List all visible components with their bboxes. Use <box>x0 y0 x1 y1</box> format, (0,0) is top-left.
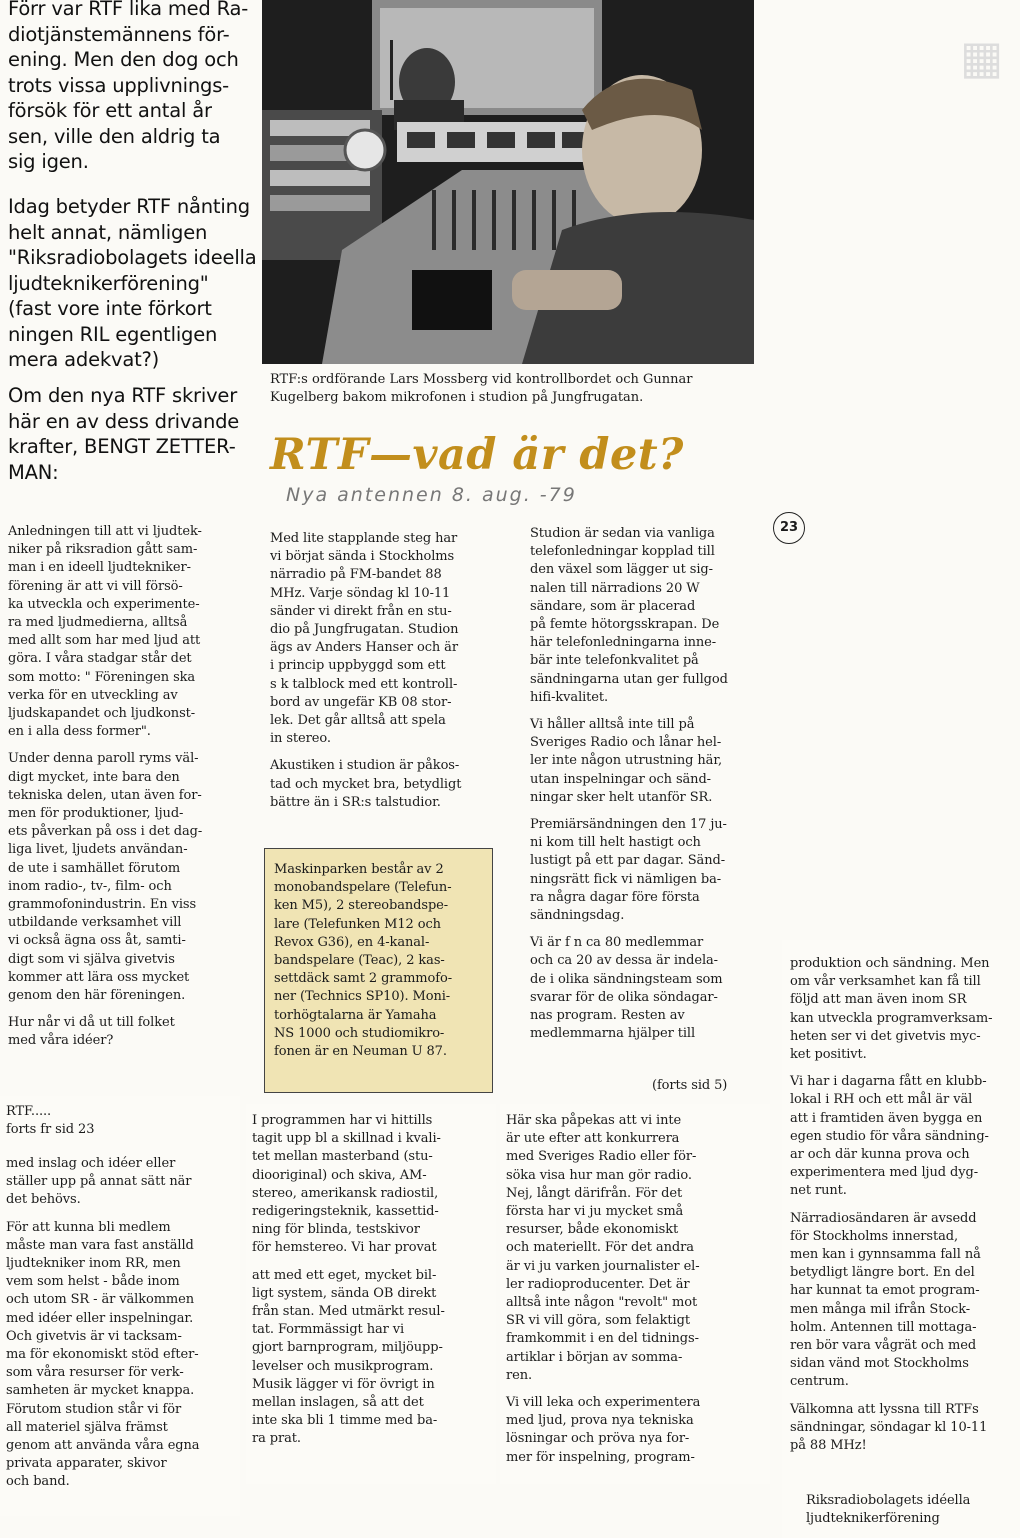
text-line: sidan vänd mot Stockholms <box>790 1356 969 1372</box>
text-line: med ljud, prova nya tekniska <box>506 1413 694 1429</box>
text-line: Med lite stapplande steg har <box>270 531 458 546</box>
text-line: med våra idéer? <box>8 1033 114 1049</box>
text-line: Sveriges Radio och lånar hel- <box>530 735 722 751</box>
text-line: men många mil ifrån Stock- <box>790 1301 971 1317</box>
text-line: i princip uppbyggd som ett <box>270 658 446 674</box>
text-line: stereo, amerikansk radiostil, <box>252 1185 439 1201</box>
text-line: ra med ljudmedierna, alltså <box>8 615 188 631</box>
text-line: ställer upp på annat sätt när <box>6 1174 192 1190</box>
text-line: ljudteknikerförening" <box>8 271 209 295</box>
text-line: grammofonindustrin. En viss <box>8 897 197 913</box>
text-line: För att kunna bli medlem <box>6 1219 171 1235</box>
paragraph <box>530 525 728 707</box>
text-line: med allt som har med ljud att <box>8 633 201 649</box>
paragraph <box>790 1073 992 1200</box>
text-line: ar och där kunna prova och <box>790 1147 970 1163</box>
text-line: (fast vore inte förkort <box>8 297 212 320</box>
text-line: alltså inte någon "revolt" mot <box>506 1295 698 1311</box>
text-line: ägs av Anders Hanser och är <box>270 640 458 656</box>
text-line: Närradiosändaren är avsedd <box>790 1210 977 1226</box>
paragraph <box>506 1112 700 1385</box>
paragraph <box>252 1112 445 1258</box>
text-line: RTF:s ordförande Lars Mossberg vid kontrollbordet och Gunnar <box>270 372 693 387</box>
text-line: som våra resurser för verk- <box>6 1365 184 1381</box>
text-line: vi börjat sända i Stockholms <box>270 549 455 565</box>
paragraph <box>8 523 202 741</box>
print-through-mark: ▦ <box>960 30 1004 84</box>
text-line: och band. <box>6 1474 70 1490</box>
text-line: ner (Technics SP10). Moni- <box>274 989 451 1005</box>
text-line: ra några dagar före första <box>530 889 700 905</box>
text-line: ka utveckla och experimente- <box>8 596 200 612</box>
text-line: inom radio-, tv-, film- och <box>8 878 172 894</box>
text-line: gjort barnprogram, miljöupp- <box>252 1340 443 1356</box>
text-line: följd att man även inom SR <box>790 992 967 1008</box>
text-line: man i en ideell ljudtekniker- <box>8 560 191 576</box>
text-line: den växel som lägger ut sig- <box>530 562 713 578</box>
text-line: digt mycket, inte bara den <box>8 769 180 785</box>
text-line: nalen till närradions 20 W <box>530 580 700 596</box>
text-line: ningar sker helt utanför SR. <box>530 789 713 805</box>
text-line: ni kom till helt hastigt och <box>530 835 701 851</box>
text-line: sen, ville den aldrig ta <box>8 124 221 148</box>
text-line: genom att använda våra egna <box>6 1438 200 1454</box>
text-line: här en av dess drivande <box>8 409 240 433</box>
text-line: NS 1000 och studiomikro- <box>274 1025 445 1041</box>
text-line: bättre än i SR:s talstudior. <box>270 794 441 810</box>
text-line: med Sveriges Radio eller för- <box>506 1149 697 1165</box>
text-line: resurser, både ekonomiskt <box>506 1222 679 1238</box>
text-line: Maskinparken består av 2 <box>274 862 444 877</box>
text-line: ren. <box>506 1367 533 1383</box>
text-line: sig igen. <box>8 150 89 173</box>
text-line: tet mellan masterband (stu- <box>252 1149 433 1165</box>
text-line: lokal i RH och ett mål är väl <box>790 1092 973 1108</box>
text-line: och materiellt. För det andra <box>506 1240 694 1256</box>
paragraph <box>530 934 728 1043</box>
text-line: produktion och sändning. Men <box>790 956 990 971</box>
headline: RTF—vad är det? <box>270 430 684 480</box>
intro-paragraph-2 <box>8 194 257 373</box>
text-line: digt som vi själva givetvis <box>8 951 175 967</box>
equipment-box <box>264 848 493 1093</box>
paragraph <box>6 1155 199 1210</box>
text-line: ler inte någon utrustning här, <box>530 753 723 769</box>
text-line: med idéer eller inspelningar. <box>6 1310 194 1326</box>
text-line: Revox G36), en 4-kanal- <box>274 934 430 950</box>
text-line: tat. Formmässigt har vi <box>252 1322 405 1338</box>
text-line: ler radioproducenter. Det är <box>506 1276 690 1292</box>
text-line: för Stockholms innerstad, <box>790 1228 958 1244</box>
text-line: mer för inspelning, program- <box>506 1449 695 1465</box>
text-line: trots vissa upplivnings- <box>8 73 229 97</box>
text-line: det behövs. <box>6 1192 81 1208</box>
text-line: betydligt längre bort. En del <box>790 1265 975 1281</box>
article-column-2 <box>270 530 461 821</box>
text-line: måste man vara fast anställd <box>6 1237 194 1253</box>
paragraph <box>270 530 461 748</box>
text-line: bär inte telefonkvalitet på <box>530 653 699 669</box>
text-line: är ute efter att konkurrera <box>506 1131 680 1147</box>
text-line: s k talblock med ett kontroll- <box>270 676 458 692</box>
text-line: här telefonledningarna inne- <box>530 635 717 651</box>
text-line: dio på Jungfrugatan. Studion <box>270 622 459 638</box>
text-line: privata apparater, skivor <box>6 1456 167 1472</box>
text-line: är vi ju varken journalister el- <box>506 1258 700 1274</box>
text-line: Vi håller alltså inte till på <box>530 717 695 733</box>
text-line: nas program. Resten av <box>530 1008 685 1024</box>
text-line: Akustiken i studion är påkos- <box>270 758 460 774</box>
text-line: förening är att vi vill försö- <box>8 578 183 594</box>
paragraph <box>530 716 728 807</box>
text-line: Musik lägger vi för övrigt in <box>252 1376 435 1392</box>
text-line: krafter, BENGT ZETTER- <box>8 435 236 458</box>
text-line: centrum. <box>790 1374 849 1390</box>
text-line: MAN: <box>8 460 59 484</box>
text-line: redigeringsteknik, kassettid- <box>252 1204 439 1220</box>
text-line: Vi vill leka och experimentera <box>506 1395 701 1411</box>
text-line: för hemstereo. Vi har provat <box>252 1240 437 1256</box>
text-line: om vår verksamhet kan få till <box>790 974 981 990</box>
text-line: sändningsdag. <box>530 908 625 924</box>
text-line: sändningar, söndagar kl 10-11 <box>790 1419 988 1435</box>
text-line: diotjänstemännens för- <box>8 22 230 46</box>
text-line: experimentera med ljud dyg- <box>790 1165 978 1181</box>
text-line: Premiärsändningen den 17 ju- <box>530 817 727 833</box>
text-line: hifi-kvalitet. <box>530 689 609 705</box>
text-line: in stereo. <box>270 731 331 747</box>
text-line: Anledningen till att vi ljudtek- <box>8 524 202 539</box>
text-line: tekniska delen, utan även for- <box>8 787 202 803</box>
intro-paragraph-1 <box>8 0 248 175</box>
text-line: sändningarna utan ger fullgod <box>530 671 728 687</box>
text-line: som motto: " Föreningen ska <box>8 669 196 685</box>
text-line: telefonledningar kopplad till <box>530 544 715 560</box>
text-line: ljudskapandet och ljudkonst- <box>8 706 196 722</box>
text-line: att med ett eget, mycket bil- <box>252 1267 437 1283</box>
text-line: ets påverkan på oss i det dag- <box>8 824 203 840</box>
text-line: I programmen har vi hittills <box>252 1113 433 1128</box>
text-line: på femte hötorgsskrapan. De <box>530 617 720 633</box>
text-line: ken M5), 2 stereobandspe- <box>274 898 449 914</box>
text-line: Och givetvis är vi tacksam- <box>6 1328 182 1344</box>
text-line: utbildande verksamhet vill <box>8 915 182 931</box>
text-line: Vi har i dagarna fått en klubb- <box>790 1074 987 1090</box>
article-column-3 <box>530 525 728 1052</box>
text-line: första har vi ju mycket små <box>506 1204 684 1220</box>
text-line: Hur når vi då ut till folket <box>8 1015 175 1031</box>
text-line: diooriginal) och skiva, AM- <box>252 1167 427 1183</box>
text-line: de ute i samhället förutom <box>8 860 181 876</box>
text-line: har kunnat ta emot program- <box>790 1283 980 1299</box>
text-line: lek. Det går alltså att spela <box>270 713 446 729</box>
handwritten-note: Nya antennen 8. aug. -79 <box>286 484 577 506</box>
signature <box>806 1492 970 1528</box>
paragraph <box>6 1219 199 1492</box>
paragraph <box>252 1267 445 1449</box>
text-line: artiklar i början av somma- <box>506 1349 683 1365</box>
text-line: samheten är mycket knappa. <box>6 1383 195 1399</box>
text-line: mera adekvat?) <box>8 348 160 371</box>
paragraph <box>270 757 461 812</box>
paragraph <box>790 1401 992 1456</box>
continuation-header <box>6 1103 94 1139</box>
text-line: inte ska bli 1 timme med ba- <box>252 1413 438 1429</box>
text-line: på 88 MHz! <box>790 1438 867 1454</box>
text-line: Om den nya RTF skriver <box>8 384 238 407</box>
text-line: ningen RIL egentligen <box>8 322 218 346</box>
text-line: mellan inslagen, så att det <box>252 1395 424 1411</box>
text-line: medlemmarna hjälper till <box>530 1026 696 1042</box>
text-line: Studion är sedan via vanliga <box>530 526 715 541</box>
continuation-column-2 <box>252 1112 445 1458</box>
text-line: vem som helst - både inom <box>6 1274 180 1290</box>
text-line: genom den här föreningen. <box>8 988 186 1004</box>
text-line: "Riksradiobolagets ideella <box>8 246 257 269</box>
text-line: och ca 20 av dessa är indela- <box>530 953 718 969</box>
forts-sid-5: (forts sid 5) <box>652 1078 728 1093</box>
text-line: tagit upp bl a skillnad i kvali- <box>252 1131 441 1147</box>
paragraph <box>8 1014 202 1050</box>
text-line: ning för blinda, testskivor <box>252 1222 420 1238</box>
paragraph <box>8 750 202 1005</box>
text-line: de i olika sändningsteam som <box>530 971 723 987</box>
article-column-1 <box>8 523 202 1060</box>
text-line: framkommit i en del tidnings- <box>506 1331 699 1347</box>
text-line: forts fr sid 23 <box>6 1122 95 1138</box>
text-line: Förr var RTF lika med Ra- <box>8 0 249 20</box>
text-line: ra prat. <box>252 1431 301 1447</box>
text-line: niker på riksradion gått sam- <box>8 542 198 558</box>
text-line: bord av ungefär KB 08 stor- <box>270 694 452 710</box>
equipment-box-text <box>274 861 452 1061</box>
text-line: RTF..... <box>6 1104 52 1119</box>
paragraph <box>790 1210 992 1392</box>
text-line: fonen är en Neuman U 87. <box>274 1044 447 1060</box>
studio-photo-illustration <box>262 0 754 364</box>
text-line: göra. I våra stadgar står det <box>8 651 192 667</box>
text-line: Idag betyder RTF nånting <box>8 195 250 218</box>
text-line: söka visa hur man gör radio. <box>506 1167 692 1183</box>
text-line: kan utveckla programverksam- <box>790 1010 993 1026</box>
text-line: ljudteknikerförening <box>806 1511 940 1527</box>
text-line: verka för en utveckling av <box>8 687 178 703</box>
text-line: från stan. Med utmärkt resul- <box>252 1304 445 1320</box>
text-line: men kan i gynnsamma fall nå <box>790 1247 981 1263</box>
text-line: torhögtalarna är Yamaha <box>274 1007 437 1023</box>
text-line: helt annat, nämligen <box>8 220 208 244</box>
text-line: Riksradiobolagets idéella <box>806 1493 971 1508</box>
text-line: Förutom studion står vi för <box>6 1401 182 1417</box>
text-line: kommer att lära oss mycket <box>8 969 190 985</box>
text-line: ma för ekonomiskt stöd efter- <box>6 1347 199 1363</box>
text-line: med inslag och idéer eller <box>6 1156 176 1171</box>
text-line: sänder vi direkt från en stu- <box>270 603 452 619</box>
text-line: levelser och musikprogram. <box>252 1358 434 1374</box>
text-line: vi också ägna oss åt, samti- <box>8 933 186 949</box>
text-line: en i alla dess former". <box>8 724 151 740</box>
paragraph <box>506 1394 700 1467</box>
text-line: sändare, som är placerad <box>530 598 696 614</box>
continuation-column-3 <box>506 1112 700 1476</box>
text-line: Kugelberg bakom mikrofonen i studion på Jungfrugatan. <box>270 390 644 405</box>
text-line: närradio på FM-bandet 88 <box>270 567 442 583</box>
page-number-badge: 23 <box>773 512 805 544</box>
text-line: Vi är f n ca 80 medlemmar <box>530 935 704 951</box>
text-line: SR vi vill göra, som felaktigt <box>506 1313 690 1329</box>
text-line: försök för ett antal år <box>8 99 212 122</box>
text-line: och utom SR - är välkommen <box>6 1292 195 1308</box>
text-line: net runt. <box>790 1183 847 1199</box>
text-line: ening. Men den dog och <box>8 48 239 71</box>
text-line: bandspelare (Teac), 2 kas- <box>274 953 445 969</box>
text-line: lösningar och pröva nya for- <box>506 1431 690 1447</box>
continuation-column-4 <box>790 955 992 1464</box>
text-line: ljudtekniker inom RR, men <box>6 1256 181 1272</box>
text-line: settdäck samt 2 grammofo- <box>274 971 452 987</box>
text-line: utan inspelningar och sänd- <box>530 771 711 787</box>
paragraph <box>530 816 728 925</box>
text-line: egen studio för våra sändning- <box>790 1128 989 1144</box>
text-line: att i framtiden även bygga en <box>790 1110 983 1126</box>
paragraph <box>790 955 992 1064</box>
text-line: all materiel själva främst <box>6 1419 168 1435</box>
text-line: Välkomna att lyssna till RTFs <box>790 1401 979 1417</box>
text-line: Under denna paroll ryms väl- <box>8 751 199 767</box>
text-line: ren bör vara vågrät och med <box>790 1338 977 1354</box>
studio-photo <box>262 0 754 364</box>
text-line: ligt system, sända OB direkt <box>252 1285 437 1301</box>
photo-caption <box>270 371 692 407</box>
text-line: holm. Antennen till mottaga- <box>790 1319 977 1335</box>
text-line: svarar för de olika söndagar- <box>530 989 718 1005</box>
text-line: ningsrätt fick vi nämligen ba- <box>530 871 722 887</box>
text-line: heten ser vi det givetvis myc- <box>790 1028 981 1044</box>
text-line: ket positivt. <box>790 1047 867 1063</box>
text-line: MHz. Varje söndag kl 10-11 <box>270 585 451 601</box>
intro-paragraph-3 <box>8 383 239 485</box>
text-line: men för produktioner, ljud- <box>8 806 184 822</box>
text-line: Nej, långt därifrån. För det <box>506 1185 683 1201</box>
text-line: liga livet, ljudets användan- <box>8 842 188 858</box>
text-line: Här ska påpekas att vi inte <box>506 1113 682 1128</box>
continuation-column-1 <box>6 1155 199 1501</box>
text-line: monobandspelare (Telefun- <box>274 880 452 896</box>
text-line: tad och mycket bra, betydligt <box>270 776 462 792</box>
text-line: lare (Telefunken M12 och <box>274 916 441 932</box>
text-line: lustigt på ett par dagar. Sänd- <box>530 853 725 869</box>
